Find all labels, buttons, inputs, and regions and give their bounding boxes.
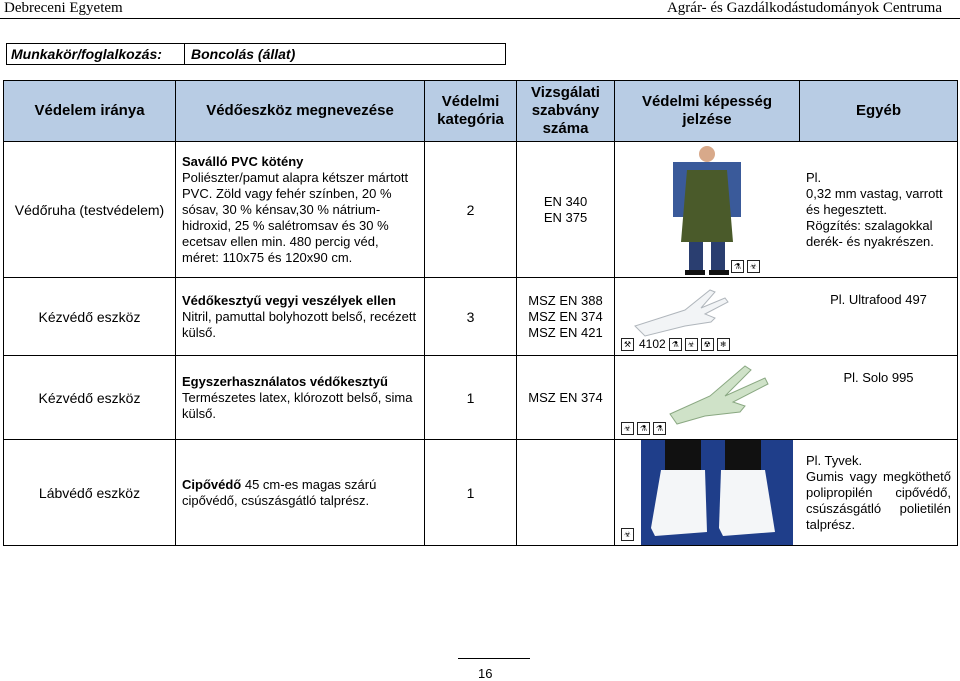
row-other-text: Pl. 0,32 mm vastag, varrott és hegesztett. Rögzítés: szalagokkal derék- és nyakrészen. (806, 169, 943, 249)
row-standard (517, 440, 615, 546)
row-standard: MSZ EN 374 (517, 356, 615, 440)
col-header-direction: Védelem iránya (4, 81, 176, 142)
mechanical-risk-icon: ⚒ (621, 338, 634, 351)
col-header-standard: Vizsgálati szabvány száma (517, 81, 615, 142)
row-category: 3 (425, 278, 517, 356)
row-name-text: Nitril, pamuttal bolyhozott belső, recézett külső. (182, 308, 417, 340)
row-category: 2 (425, 142, 517, 278)
col-header-category: Védelmi kategória (425, 81, 517, 142)
low-chemical-icon: ⚗ (653, 422, 666, 435)
header-institution: Debreceni Egyetem (4, 0, 123, 16)
row-standard: EN 340 EN 375 (517, 142, 615, 278)
table-row (4, 142, 958, 278)
header-centre: Agrár- és Gazdálkodástudományok Centruma (666, 0, 942, 16)
row-name-text: Poliészter/pamut alapra kétszer mártott PVC. Zöld vagy fehér színben, 20 % sósav, 30 % kénsav,30 % nátrium-hidroxid, 25 % salétromsav és 30 % ecetsav ellen min. 480 percig véd, méret: 110x75 és 120x90 cm. (182, 169, 409, 265)
biohazard-icon: ☣ (747, 260, 760, 273)
row-category: 1 (425, 356, 517, 440)
microorganism-icon: ☣ (685, 338, 698, 351)
col-header-marking: Védelmi képesség jelzése (615, 81, 800, 142)
row-name-text: 45 cm-es magas szárú cipővédő, csúszásgátló talprész. (182, 476, 377, 508)
row-icon-code: 4102 (639, 337, 666, 351)
row-name-bold: Saválló PVC kötény (182, 153, 304, 169)
ppe-table (3, 80, 958, 546)
row-standard: MSZ EN 388 MSZ EN 374 MSZ EN 421 (517, 278, 615, 356)
chemical-icon: ⚗ (637, 422, 650, 435)
row-category: 1 (425, 440, 517, 546)
row-other-text: Pl. Tyvek. Gumis vagy megköthető polipropilén cipővédő, csúszásgátló polietilén talprész. (800, 440, 958, 546)
biohazard-icon: ☣ (621, 528, 634, 541)
row-other-text: Pl. Ultrafood 497 (800, 278, 958, 356)
row-direction: Védőruha (testvédelem) (4, 142, 176, 278)
job-value: Boncolás (állat) (191, 46, 296, 62)
row-name-bold: Védőkesztyű vegyi veszélyek ellen (182, 292, 396, 308)
biohazard-icon: ☣ (621, 422, 634, 435)
row-name-text: Természetes latex, klórozott belső, sima külső. (182, 389, 413, 421)
page-header (0, 0, 960, 19)
row-direction: Lábvédő eszköz (4, 440, 176, 546)
row-direction: Kézvédő eszköz (4, 278, 176, 356)
chemical-icon: ⚗ (669, 338, 682, 351)
shoe-cover-photo (615, 440, 800, 545)
page-number: 16 (478, 666, 493, 681)
job-box (6, 43, 506, 65)
col-header-name: Védőeszköz megnevezése (176, 81, 425, 142)
footer-rule (458, 658, 530, 659)
radioactive-icon: ☢ (701, 338, 714, 351)
chemical-protection-icon: ⚗ (731, 260, 744, 273)
table-header-row (4, 81, 958, 142)
table-row (4, 356, 958, 440)
row-other-text: Pl. Solo 995 (800, 356, 958, 440)
row-name-bold: Cipővédő (182, 476, 242, 492)
cold-icon: ❄ (717, 338, 730, 351)
col-header-other: Egyéb (800, 81, 958, 142)
job-label: Munkakör/foglalkozás: (7, 44, 185, 64)
table-row (4, 278, 958, 356)
green-apron-photo (615, 142, 800, 277)
table-row (4, 440, 958, 546)
row-name-bold: Egyszerhasználatos védőkesztyű (182, 373, 388, 389)
row-direction: Kézvédő eszköz (4, 356, 176, 440)
